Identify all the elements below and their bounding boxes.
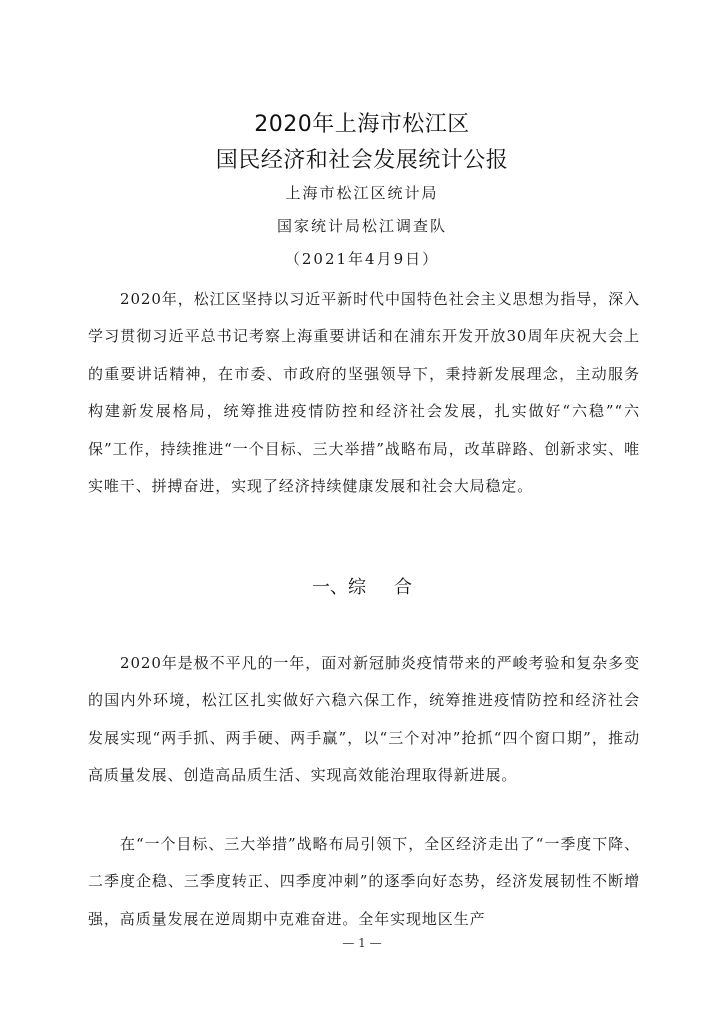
- section-heading-overview: [0, 574, 724, 602]
- intro-paragraph: 2020年，松江区坚持以习近平新时代中国特色社会主义思想为指导，深入学习贯彻习近平总书记考察上海重要讲话和在浦东开发开放30周年庆祝大会上的重要讲话精神，在市委、市政府的坚强领导下，秉持新发展理念，主动服务构建新发展格局，统筹推进疫情防控和经济社会发展，扎实做好“六稳”“六保”工作，持续推进“一个目标、三大举措”战略布局，改革辟路、创新求实、唯实唯干、拼搏奋进，实现了经济持续健康发展和社会大局稳定。: [88, 290, 640, 496]
- issuing-agency-statistics-bureau: 上海市松江区统计局: [285, 184, 439, 202]
- report-title-line-1: 2020年上海市松江区: [254, 112, 470, 137]
- page-number: — 1 —: [342, 936, 382, 950]
- section-heading-number: 一、综: [312, 577, 366, 598]
- overview-paragraph-2: 在“一个目标、三大举措”战略布局引领下，全区经济走出了“一季度下降、二季度企稳、三季度转正、四季度冲刺”的逐季向好态势，经济发展韧性不断增强，高质量发展在逆周期中克难奋进。全年实现地区生产: [88, 835, 640, 928]
- report-title-line-2: 国民经济和社会发展统计公报: [215, 148, 509, 173]
- issuing-agency-survey-team: 国家统计局松江调查队: [276, 217, 447, 235]
- overview-paragraph-1: 2020年是极不平凡的一年，面对新冠肺炎疫情带来的严峻考验和复杂多变的国内外环境，松江区扎实做好六稳六保工作，统筹推进疫情防控和经济社会发展实现“两手抓、两手硬、两手赢”，以“三个对冲”抢抓“四个窗口期”，推动高质量发展、创造高品质生活、实现高效能治理取得新进展。: [88, 654, 640, 785]
- section-heading-word: 合: [394, 577, 412, 598]
- publication-date: （2021年4月9日）: [284, 250, 440, 268]
